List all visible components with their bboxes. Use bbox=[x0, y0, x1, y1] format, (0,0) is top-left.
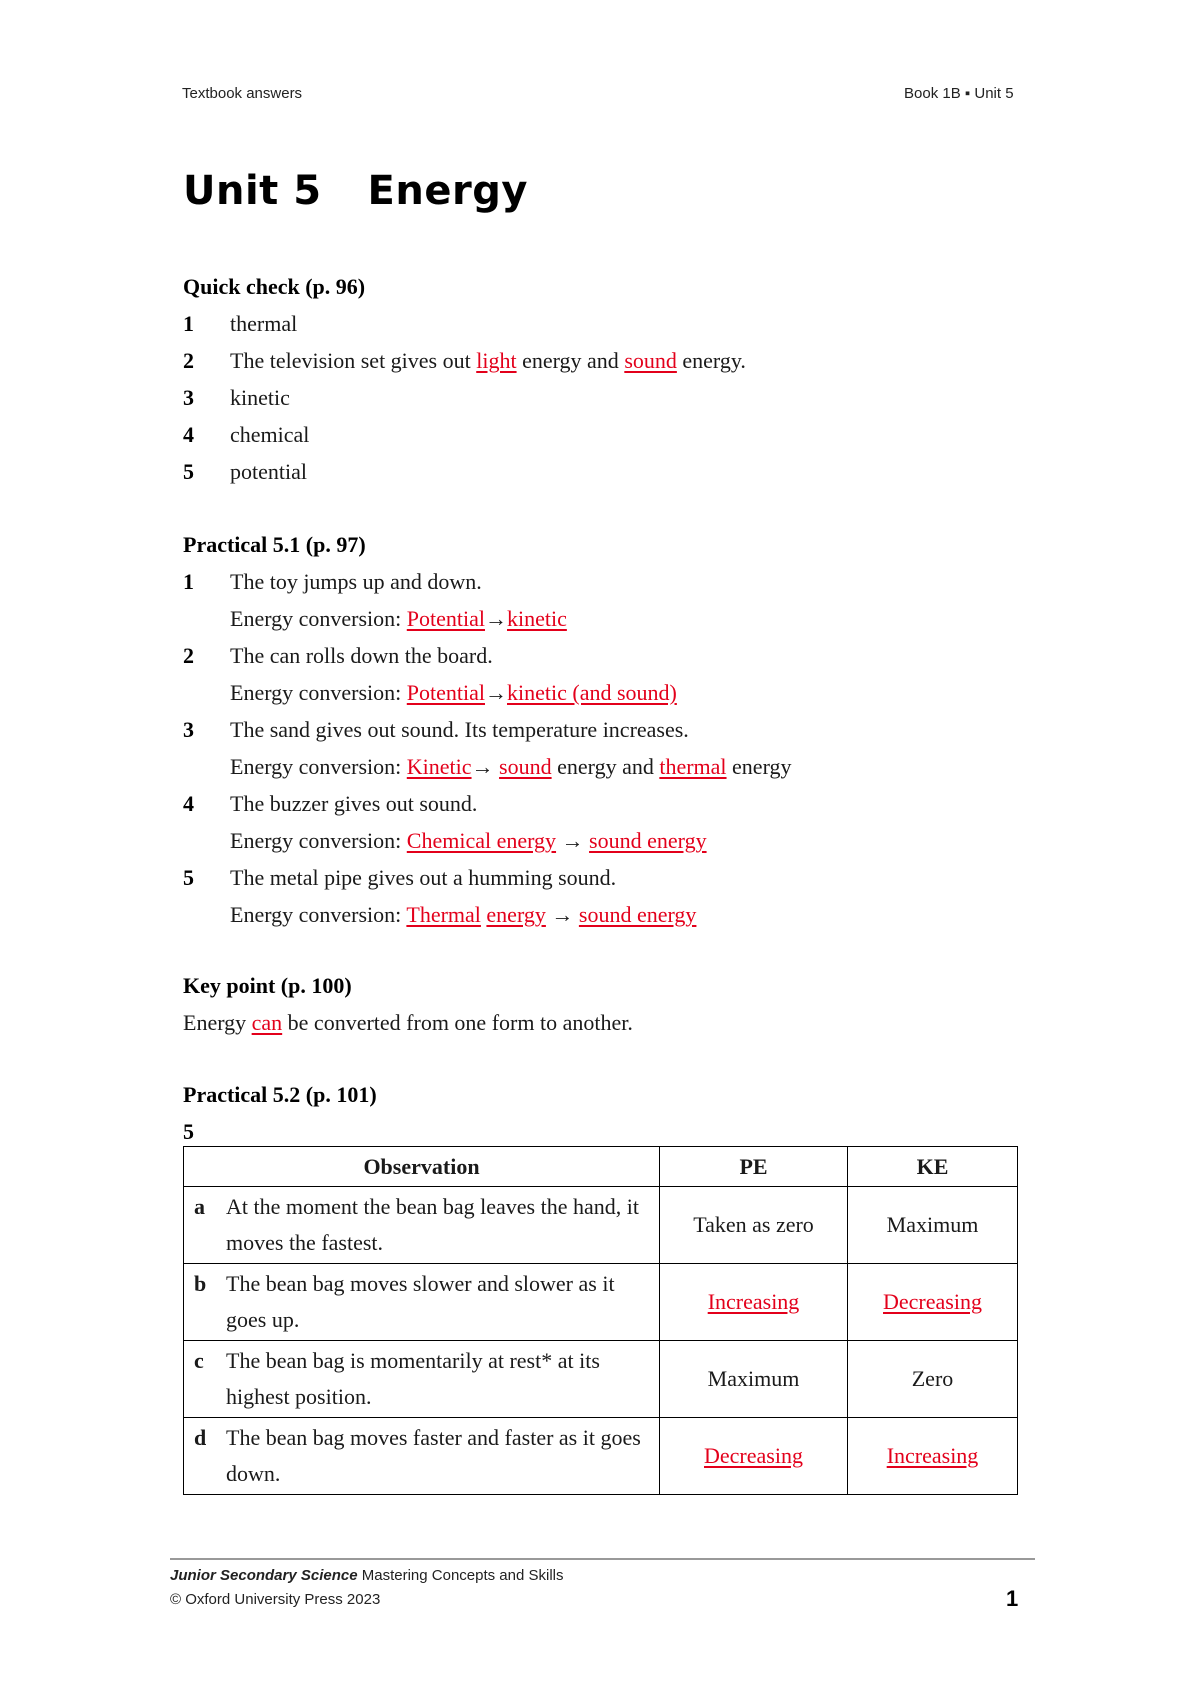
pe-value: Taken as zero bbox=[660, 1187, 848, 1264]
pe-value: Decreasing bbox=[704, 1443, 803, 1468]
quick-check-heading: Quick check (p. 96) bbox=[183, 274, 366, 299]
question-number: 5 bbox=[183, 1119, 194, 1144]
pe-value: Increasing bbox=[707, 1289, 800, 1314]
ke-value: Maximum bbox=[848, 1187, 1018, 1264]
header-doc-type: Textbook answers bbox=[182, 85, 303, 102]
ke-value: Zero bbox=[848, 1341, 1018, 1418]
col-header-ke: KE bbox=[848, 1147, 1018, 1187]
unit-name: Energy bbox=[367, 168, 528, 214]
answer-text: light bbox=[476, 348, 517, 373]
table-row: b The bean bag moves slower and slower as it goes up. Increasing Decreasing bbox=[184, 1264, 1018, 1341]
key-point-heading: Key point (p. 100) bbox=[183, 973, 352, 998]
practical-51-heading: Practical 5.1 (p. 97) bbox=[183, 532, 366, 557]
answer-text: sound bbox=[624, 348, 677, 373]
page-title bbox=[183, 168, 528, 214]
answer-text: can bbox=[251, 1010, 283, 1035]
col-header-observation: Observation bbox=[184, 1147, 660, 1187]
energy-table bbox=[183, 1146, 1018, 1495]
practical-52-heading: Practical 5.2 (p. 101) bbox=[183, 1082, 377, 1107]
header-book-unit: Book 1B ▪ Unit 5 bbox=[904, 85, 1014, 102]
pe-value: Maximum bbox=[660, 1341, 848, 1418]
observation-text: The bean bag moves faster and faster as it goes down. bbox=[226, 1425, 641, 1486]
key-point-text: Energy can be converted from one form to another. bbox=[183, 1010, 633, 1035]
footer-divider bbox=[170, 1558, 1035, 1560]
table-row: d The bean bag moves faster and faster as it goes down. Decreasing Increasing bbox=[184, 1418, 1018, 1495]
ke-value: Increasing bbox=[886, 1443, 979, 1468]
ke-value: Decreasing bbox=[883, 1289, 982, 1314]
observation-text: The bean bag moves slower and slower as it goes up. bbox=[226, 1271, 615, 1332]
table-row: c The bean bag is momentarily at rest* at its highest position. Maximum Zero bbox=[184, 1341, 1018, 1418]
unit-number: Unit 5 bbox=[183, 168, 322, 214]
col-header-pe: PE bbox=[660, 1147, 848, 1187]
table-header-row bbox=[184, 1147, 1018, 1187]
footer-series: Junior Secondary Science Mastering Concepts and Skills bbox=[170, 1567, 564, 1584]
table-row: a At the moment the bean bag leaves the hand, it moves the fastest. Taken as zero Maximum bbox=[184, 1187, 1018, 1264]
observation-text: At the moment the bean bag leaves the hand, it moves the fastest. bbox=[226, 1194, 639, 1255]
page-number: 1 bbox=[1006, 1586, 1019, 1611]
observation-text: The bean bag is momentarily at rest* at its highest position. bbox=[226, 1348, 600, 1409]
footer-copyright: © Oxford University Press 2023 bbox=[170, 1591, 381, 1608]
